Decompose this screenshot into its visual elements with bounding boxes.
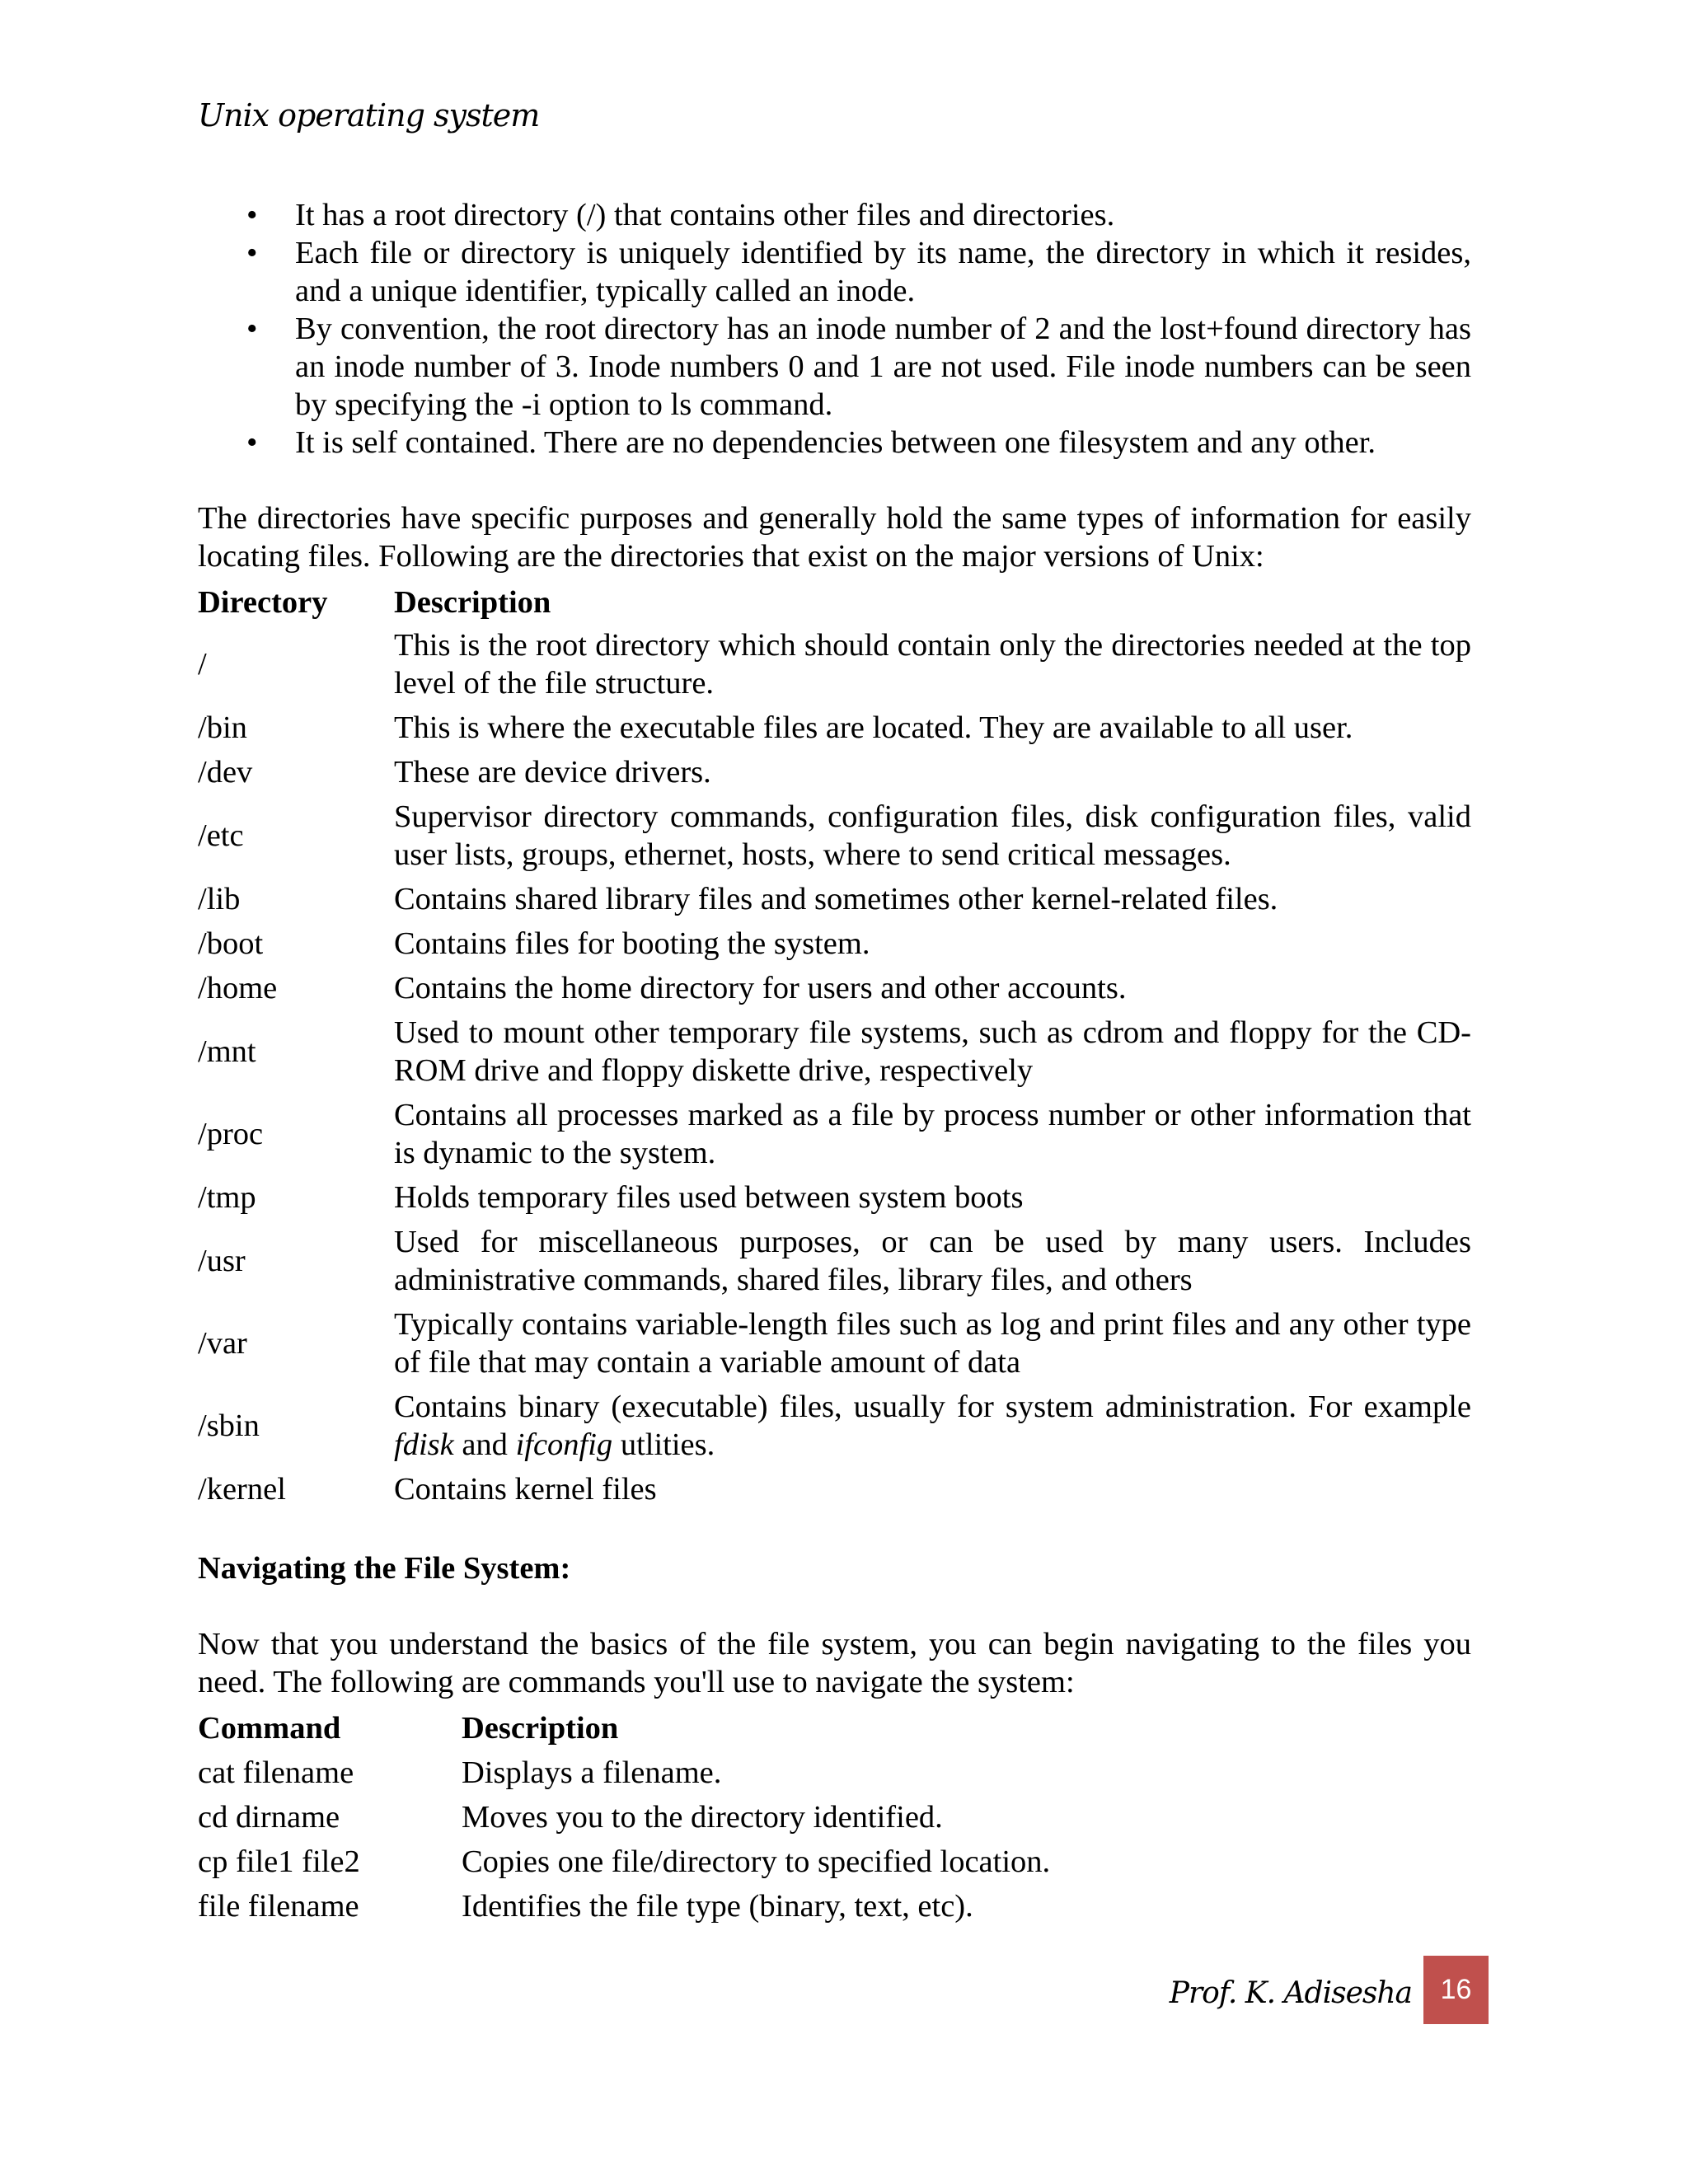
bullet-icon: •	[246, 312, 258, 346]
dir-name: /var	[198, 1326, 247, 1361]
table-header-row	[198, 1706, 1471, 1750]
table-row	[198, 1175, 1471, 1220]
command-table	[198, 1706, 1471, 1929]
table-row	[198, 1840, 1471, 1884]
table-row	[198, 1220, 1471, 1302]
navigation-intro: Now that you understand the basics of the file system, you can begin navigating to the files you need. The following are commands you'll use to navigate the system:	[198, 1627, 1471, 1699]
dir-name: /bin	[198, 710, 247, 745]
command-name: cp file1 file2	[198, 1844, 360, 1879]
column-header-directory: Directory	[198, 585, 328, 620]
running-header: Unix operating system	[198, 97, 540, 134]
bullet-item	[198, 196, 1471, 234]
desc-emphasis: ifconfig	[515, 1427, 613, 1462]
dir-description: This is the root directory which should contain only the directories needed at the top level of the file structure.	[394, 628, 1471, 701]
dir-name: /home	[198, 971, 278, 1005]
desc-text: Contains binary (executable) files, usually for system administration. For example	[394, 1390, 1471, 1424]
column-header-command: Command	[198, 1711, 341, 1746]
bullet-icon: •	[246, 198, 258, 232]
command-name: cd dirname	[198, 1800, 340, 1835]
dir-description: Contains the home directory for users and other accounts.	[394, 971, 1127, 1005]
column-header-description: Description	[394, 585, 551, 620]
directories-intro: The directories have specific purposes and generally hold the same types of information for easily locating files. Following are the directories that exist on the major versions of Unix:	[198, 501, 1471, 574]
dir-description	[394, 1385, 1471, 1467]
table-row	[198, 750, 1471, 794]
bullet-text: It is self contained. There are no dependencies between one filesystem and any other.	[295, 425, 1376, 460]
directory-table	[198, 582, 1471, 1511]
bullet-item	[198, 234, 1471, 310]
command-description: Copies one file/directory to specified location.	[462, 1844, 1051, 1879]
dir-name: /tmp	[198, 1180, 256, 1215]
dir-name: /dev	[198, 755, 253, 790]
table-row	[198, 1750, 1471, 1795]
page-content	[198, 196, 1471, 1929]
dir-description: These are device drivers.	[394, 755, 711, 790]
dir-description: Contains all processes marked as a file by process number or other information that is dynamic to the system.	[394, 1098, 1471, 1170]
dir-name: /usr	[198, 1244, 246, 1278]
dir-description: Holds temporary files used between system boots	[394, 1180, 1024, 1215]
dir-name: /boot	[198, 926, 264, 961]
command-name: file filename	[198, 1889, 359, 1924]
page-number-badge: 16	[1423, 1956, 1489, 2024]
table-row	[198, 1467, 1471, 1511]
table-header-row	[198, 582, 1471, 623]
command-description: Displays a filename.	[462, 1755, 722, 1790]
bullet-icon: •	[246, 236, 258, 270]
bullet-text: It has a root directory (/) that contains other files and directories.	[295, 198, 1115, 232]
dir-name: /proc	[198, 1117, 264, 1151]
section-heading: Navigating the File System:	[198, 1551, 571, 1586]
dir-name: /sbin	[198, 1408, 260, 1443]
table-row	[198, 1884, 1471, 1929]
dir-description: Supervisor directory commands, configuration files, disk configuration files, valid user lists, groups, ethernet, hosts, where to send critical messages.	[394, 799, 1471, 872]
bullet-text: By convention, the root directory has an inode number of 2 and the lost+found directory has an inode number of 3. Inode numbers 0 and 1 are not used. File inode numbers can be seen by specifying the -i option to ls command.	[295, 312, 1471, 422]
table-row	[198, 1010, 1471, 1093]
dir-name: /	[198, 647, 207, 682]
table-row	[198, 1093, 1471, 1175]
dir-description: Contains kernel files	[394, 1472, 657, 1507]
table-row	[198, 794, 1471, 877]
bullet-item	[198, 424, 1471, 462]
bullet-icon: •	[246, 425, 258, 460]
table-row	[198, 623, 1471, 705]
dir-name: /mnt	[198, 1034, 256, 1069]
dir-name: /kernel	[198, 1472, 286, 1507]
table-row	[198, 966, 1471, 1010]
column-header-description: Description	[462, 1711, 619, 1746]
dir-name: /lib	[198, 882, 241, 916]
desc-text: and	[453, 1427, 516, 1462]
footer-author: Prof. K. Adisesha	[1169, 1976, 1412, 2010]
dir-description: Typically contains variable-length files such as log and print files and any other type of file that may contain a variable amount of data	[394, 1307, 1471, 1380]
table-row	[198, 921, 1471, 966]
dir-description: Contains shared library files and sometimes other kernel-related files.	[394, 882, 1278, 916]
bullet-item	[198, 310, 1471, 424]
table-row	[198, 1302, 1471, 1385]
table-row	[198, 877, 1471, 921]
command-description: Identifies the file type (binary, text, etc).	[462, 1889, 973, 1924]
dir-description: Contains files for booting the system.	[394, 926, 870, 961]
table-row	[198, 1385, 1471, 1467]
desc-text: utlities.	[612, 1427, 715, 1462]
dir-name: /etc	[198, 818, 244, 853]
command-name: cat filename	[198, 1755, 354, 1790]
table-row	[198, 705, 1471, 750]
bullet-list	[198, 196, 1471, 462]
command-description: Moves you to the directory identified.	[462, 1800, 943, 1835]
bullet-text: Each file or directory is uniquely identified by its name, the directory in which it resides, and a unique identifier, typically called an inode.	[295, 236, 1471, 308]
desc-emphasis: fdisk	[394, 1427, 454, 1462]
dir-description: Used to mount other temporary file systems, such as cdrom and floppy for the CD-ROM drive and floppy diskette drive, respectively	[394, 1015, 1471, 1088]
dir-description: Used for miscellaneous purposes, or can be used by many users. Includes administrative commands, shared files, library files, and others	[394, 1225, 1471, 1297]
dir-description: This is where the executable files are located. They are available to all user.	[394, 710, 1353, 745]
table-row	[198, 1795, 1471, 1840]
